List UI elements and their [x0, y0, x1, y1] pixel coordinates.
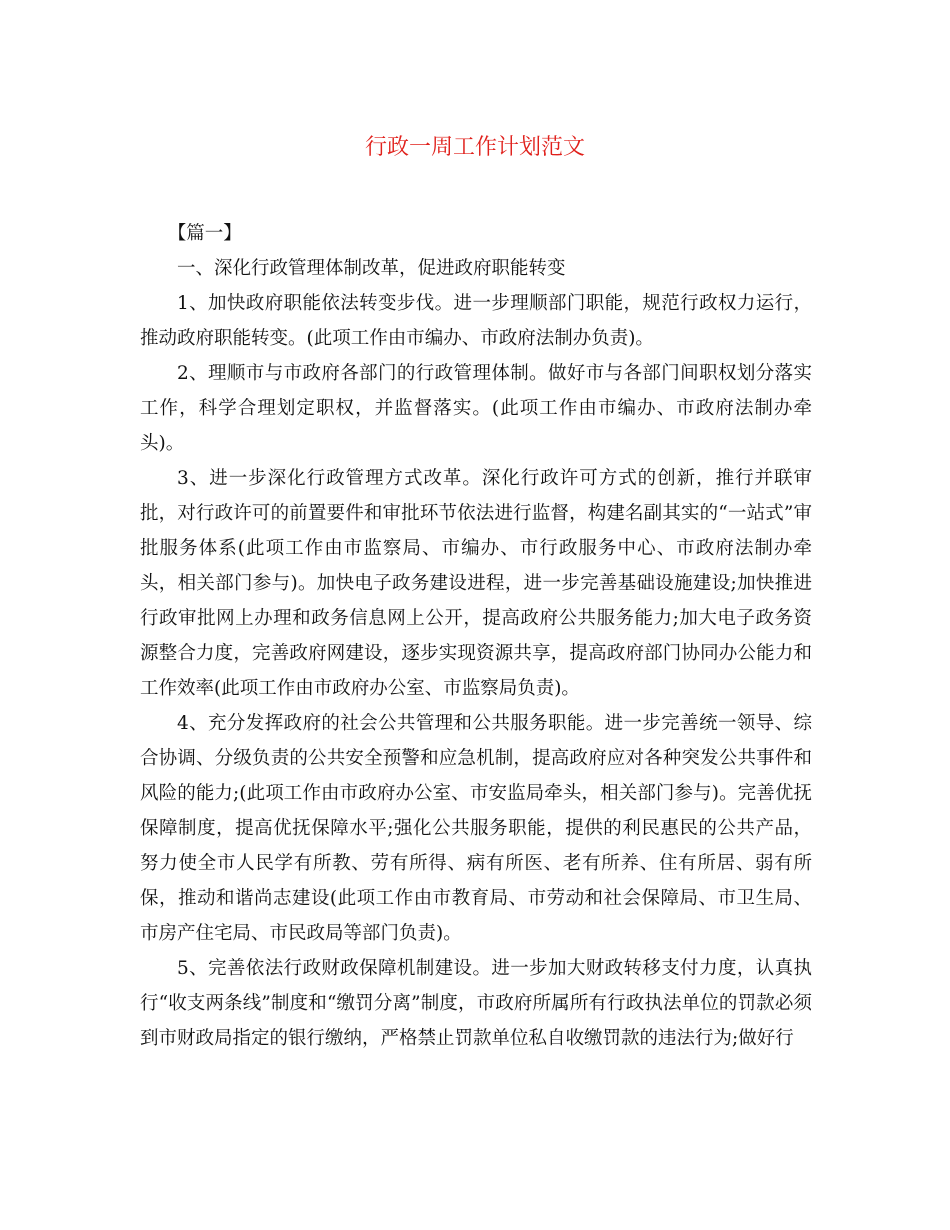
document-body — [140, 216, 812, 1056]
paragraph-item-4: 4、充分发挥政府的社会公共管理和公共服务职能。进一步完善统一领导、综合协调、分级负责的公共安全预警和应急机制，提高政府应对各种突发公共事件和风险的能力;(此项工作由市政府办公室、市安监局牵头，相关部门参与)。完善优抚保障制度，提高优抚保障水平;强化公共服务职能，提供的利民惠民的公共产品，努力使全市人民学有所教、劳有所得、病有所医、老有所养、住有所居、弱有所保，推动和谐尚志建设(此项工作由市教育局、市劳动和社会保障局、市卫生局、市房产住宅局、市民政局等部门负责)。 — [140, 713, 812, 944]
paragraph-item-2: 2、理顺市与市政府各部门的行政管理体制。做好市与各部门间职权划分落实工作，科学合理划定职权，并监督落实。(此项工作由市编办、市政府法制办牵头)。 — [140, 363, 812, 454]
paragraph-item-5: 5、完善依法行政财政保障机制建设。进一步加大财政转移支付力度，认真执行“收支两条线”制度和“缴罚分离”制度，市政府所属所有行政执法单位的罚款必须到市财政局指定的银行缴纳，严格禁止罚款单位私自收缴罚款的违法行为;做好行 — [140, 958, 812, 1049]
paragraph-item-1: 1、加快政府职能依法转变步伐。进一步理顺部门职能，规范行政权力运行，推动政府职能转变。(此项工作由市编办、市政府法制办负责)。 — [140, 293, 812, 349]
page-title: 行政一周工作计划范文 — [364, 135, 585, 160]
paragraph-item-3: 3、进一步深化行政管理方式改革。深化行政许可方式的创新，推行并联审批，对行政许可的前置要件和审批环节依法进行监督，构建名副其实的“一站式”审批服务体系(此项工作由市监察局、市编办、市行政服务中心、市政府法制办牵头，相关部门参与)。加快电子政务建设进程，进一步完善基础设施建设;加快推进行政审批网上办理和政务信息网上公开，提高政府公共服务能力;加大电子政务资源整合力度，完善政府网建设，逐步实现资源共享，提高政府部门协同办公能力和工作效率(此项工作由市政府办公室、市监察局负责)。 — [140, 468, 812, 699]
paragraph-section-heading: 一、深化行政管理体制改革，促进政府职能转变 — [177, 258, 566, 279]
section-label: 【篇一】 — [167, 223, 242, 244]
